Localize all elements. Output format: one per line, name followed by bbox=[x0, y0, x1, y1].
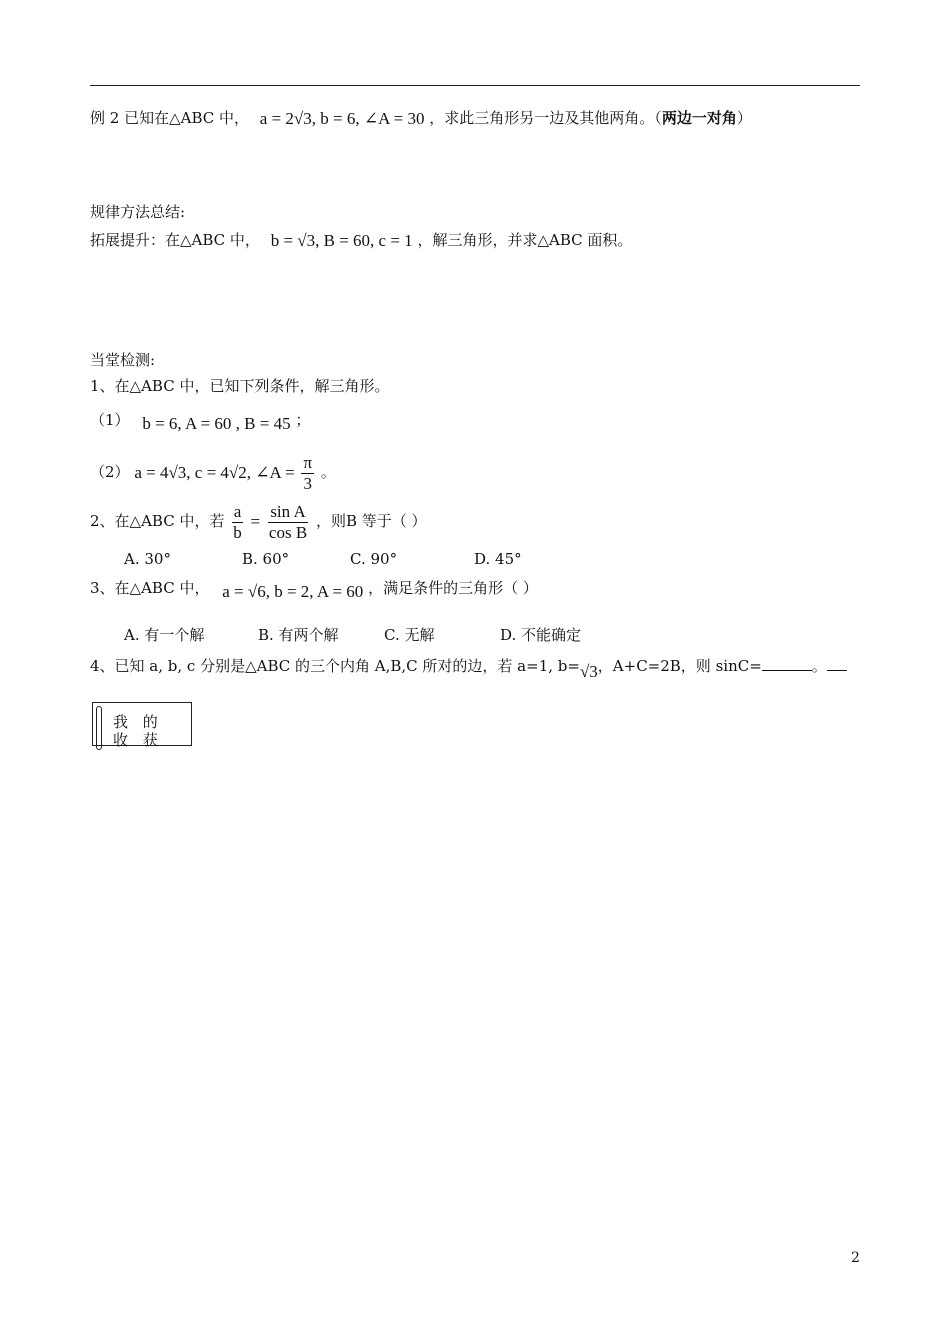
q3-option-c: C. 无解 bbox=[384, 626, 435, 644]
question-1-part-2 bbox=[90, 452, 336, 492]
q2-option-c: C. 90° bbox=[350, 550, 398, 568]
question-2 bbox=[90, 500, 427, 542]
q4-prefix: 4、已知 a, b, c 分别是△ABC 的三个内角 A,B,C 所对的边，若 a=1, b= bbox=[90, 657, 580, 675]
header-rule bbox=[90, 85, 860, 86]
q2-prefix: 2、在△ABC 中，若 bbox=[90, 512, 225, 530]
q1-p2-fraction bbox=[301, 453, 314, 494]
extension-prefix: 拓展提升：在△ABC 中， bbox=[90, 231, 260, 249]
question-1: 1、在△ABC 中，已知下列条件，解三角形。 bbox=[90, 377, 390, 395]
q4-trailing-line bbox=[827, 670, 847, 671]
q1-p2-frac-den: 3 bbox=[303, 473, 313, 493]
method-summary: 规律方法总结: bbox=[90, 203, 186, 221]
q2-option-b: B. 60° bbox=[242, 550, 290, 568]
q2-fraction-1 bbox=[231, 502, 244, 543]
q4-suffix: ，A+C=2B，则 sinC= bbox=[597, 657, 762, 675]
harvest-label: 我 的 收 获 bbox=[113, 713, 163, 749]
example-2-prefix: 例 2 已知在△ABC 中， bbox=[90, 109, 249, 127]
harvest-box bbox=[92, 702, 192, 749]
example-2-suffix: ，求此三角形另一边及其他两角。（ bbox=[429, 109, 662, 127]
question-4 bbox=[90, 652, 847, 682]
extension-math: b = √3, B = 60, c = 1 bbox=[270, 231, 413, 250]
q3-suffix: ，满足条件的三角形（ ） bbox=[368, 579, 538, 597]
q3-option-a: A. 有一个解 bbox=[124, 626, 205, 644]
question-3 bbox=[90, 576, 538, 602]
q1-p2-frac-num: π bbox=[303, 452, 313, 472]
example-2-close: ） bbox=[736, 109, 752, 127]
extension-suffix: ，解三角形，并求△ABC 面积。 bbox=[417, 231, 633, 249]
q2-suffix: ，则B 等于（ ） bbox=[315, 512, 427, 530]
q2-option-d: D. 45° bbox=[474, 550, 522, 568]
question-2-options bbox=[124, 550, 522, 568]
q4-sqrt: √3 bbox=[579, 662, 598, 681]
question-3-options bbox=[124, 624, 581, 645]
q3-prefix: 3、在△ABC 中， bbox=[90, 579, 210, 597]
q3-math: a = √6, b = 2, A = 60 bbox=[222, 582, 364, 601]
q2-frac1-den: b bbox=[233, 522, 242, 542]
q1-p1-end: ； bbox=[295, 411, 311, 429]
extension bbox=[90, 230, 632, 251]
q2-fraction-2 bbox=[267, 502, 309, 543]
q1-p1-label: （1） bbox=[90, 411, 130, 429]
q1-p2-end: 。 bbox=[320, 463, 336, 481]
q1-p2-label: （2） bbox=[90, 463, 130, 481]
example-2-bold: 两边一对角 bbox=[661, 109, 737, 127]
q2-equals: = bbox=[250, 512, 261, 531]
q3-option-d: D. 不能确定 bbox=[500, 626, 582, 644]
q2-option-a: A. 30° bbox=[124, 550, 171, 568]
q3-option-b: B. 有两个解 bbox=[258, 626, 339, 644]
q4-answer-blank bbox=[762, 670, 812, 671]
q2-frac2-den: cos B bbox=[268, 522, 308, 542]
q2-frac2-num: sin A bbox=[270, 501, 306, 521]
example-2 bbox=[90, 108, 752, 129]
question-1-part-1 bbox=[90, 408, 310, 434]
page-number: 2 bbox=[851, 1250, 860, 1266]
scroll-curl-icon bbox=[96, 706, 102, 750]
check-title: 当堂检测: bbox=[90, 351, 156, 369]
q1-p1-math: b = 6, A = 60 , B = 45 bbox=[142, 414, 291, 433]
q1-p2-math: a = 4√3, c = 4√2, ∠A = bbox=[134, 463, 295, 482]
q4-end: 。 bbox=[811, 657, 827, 675]
q2-frac1-num: a bbox=[233, 501, 242, 521]
example-2-math: a = 2√3, b = 6, ∠A = 30 bbox=[259, 109, 425, 128]
